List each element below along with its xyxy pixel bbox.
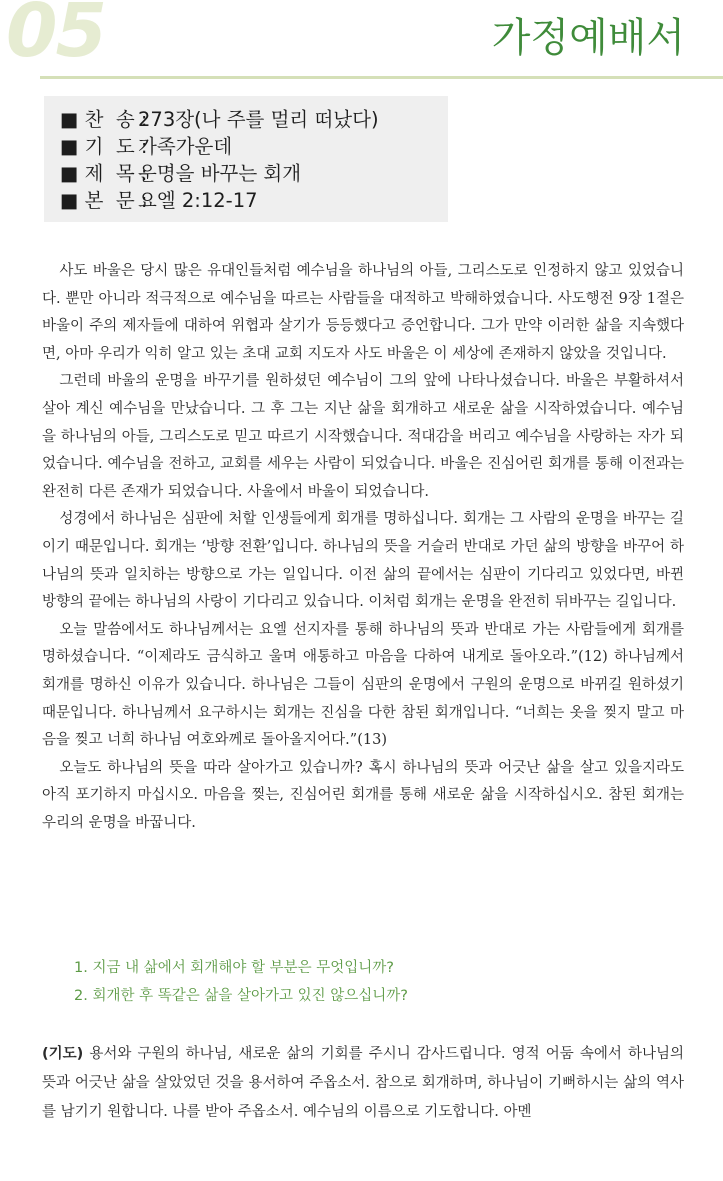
info-row-prayer	[60, 133, 448, 160]
info-row-scripture	[60, 187, 448, 214]
title-divider	[40, 76, 723, 79]
closing-prayer	[42, 1040, 684, 1127]
prayer-label: (기도)	[42, 1046, 84, 1062]
info-label: ■ 기 도 :	[60, 135, 154, 158]
info-value: 273장(나 주를 멀리 떠났다)	[138, 108, 379, 131]
info-value: 가족가운데	[138, 135, 233, 158]
reflection-questions	[74, 954, 674, 1010]
sermon-paragraph: 오늘 말씀에서도 하나님께서는 요엘 선지자를 통해 하나님의 뜻과 반대로 가는 사람들에게 회개를 명하셨습니다. “이제라도 금식하고 울며 애통하고 마음을 다하여 내게로 돌아오라.”(12) 하나님께서 회개를 명하신 이유가 있습니다. 하나님은 그들이 심판의 운명에서 구원의 운명으로 바뀌길 원하셨기 때문입니다. 하나님께서 요구하시는 회개는 진심을 다한 참된 회개입니다. “너희는 옷을 찢지 말고 마음을 찢고 너희 하나님 여호와께로 돌아올지어다.”(13)	[42, 621, 684, 749]
section-title: 가정예배서	[491, 15, 685, 61]
info-label: ■ 본 문 :	[60, 189, 154, 212]
info-value: 요엘 2:12-17	[138, 189, 258, 212]
worship-info-box	[44, 96, 448, 222]
sermon-body	[42, 258, 684, 837]
info-label: ■ 찬 송 :	[60, 108, 154, 131]
page-number: 05	[6, 0, 105, 74]
prayer-text: 용서와 구원의 하나님, 새로운 삶의 기회를 주시니 감사드립니다. 영적 어둠 속에서 하나님의 뜻과 어긋난 삶을 살았었던 것을 용서하여 주옵소서. 참으로 회개하며, 하나님이 기뻐하시는 삶의 역사를 남기기 원합니다. 나를 받아 주옵소서. 예수님의 이름으로 기도합니다. 아멘	[42, 1046, 684, 1120]
info-row-title	[60, 160, 448, 187]
info-label: ■ 제 목 :	[60, 162, 154, 185]
info-value: 운명을 바꾸는 회개	[138, 162, 302, 185]
sermon-paragraph: 성경에서 하나님은 심판에 처할 인생들에게 회개를 명하십니다. 회개는 그 사람의 운명을 바꾸는 길이기 때문입니다. 회개는 ‘방향 전환’입니다. 하나님의 뜻을 거슬러 반대로 가던 삶의 방향을 바꾸어 하나님의 뜻과 일치하는 방향으로 가는 일입니다. 이전 삶의 끝에서는 심판이 기다리고 있었다면, 바뀐 방향의 끝에는 하나님의 사랑이 기다리고 있습니다. 이처럼 회개는 운명을 완전히 뒤바꾸는 길입니다.	[42, 511, 684, 611]
sermon-paragraph: 그런데 바울의 운명을 바꾸기를 원하셨던 예수님이 그의 앞에 나타나셨습니다. 바울은 부활하셔서 살아 계신 예수님을 만났습니다. 그 후 그는 지난 삶을 회개하고 새로운 삶을 시작하였습니다. 예수님을 하나님의 아들, 그리스도로 믿고 따르기 시작했습니다. 적대감을 버리고 예수님을 사랑하는 자가 되었습니다. 예수님을 전하고, 교회를 세우는 사람이 되었습니다. 바울은 진심어린 회개를 통해 이전과는 완전히 다른 존재가 되었습니다. 사울에서 바울이 되었습니다.	[42, 373, 684, 500]
sermon-paragraph: 사도 바울은 당시 많은 유대인들처럼 예수님을 하나님의 아들, 그리스도로 인정하지 않고 있었습니다. 뿐만 아니라 적극적으로 예수님을 따르는 사람들을 대적하고 박해하였습니다. 사도행전 9장 1절은 바울이 주의 제자들에 대하여 위협과 살기가 등등했다고 증언합니다. 그가 만약 이러한 삶을 지속했다면, 아마 우리가 익히 알고 있는 초대 교회 지도자 사도 바울은 이 세상에 존재하지 않았을 것입니다.	[42, 263, 684, 362]
info-row-hymn	[60, 106, 448, 133]
question-item: 2. 회개한 후 똑같은 삶을 살아가고 있진 않으십니까?	[74, 988, 408, 1004]
sermon-paragraph: 오늘도 하나님의 뜻을 따라 살아가고 있습니까? 혹시 하나님의 뜻과 어긋난 삶을 살고 있을지라도 아직 포기하지 마십시오. 마음을 찢는, 진심어린 회개를 통해 새로운 삶을 시작하십시오. 참된 회개는 우리의 운명을 바꿉니다.	[42, 759, 684, 831]
question-item: 1. 지금 내 삶에서 회개해야 할 부분은 무엇입니까?	[74, 960, 394, 976]
